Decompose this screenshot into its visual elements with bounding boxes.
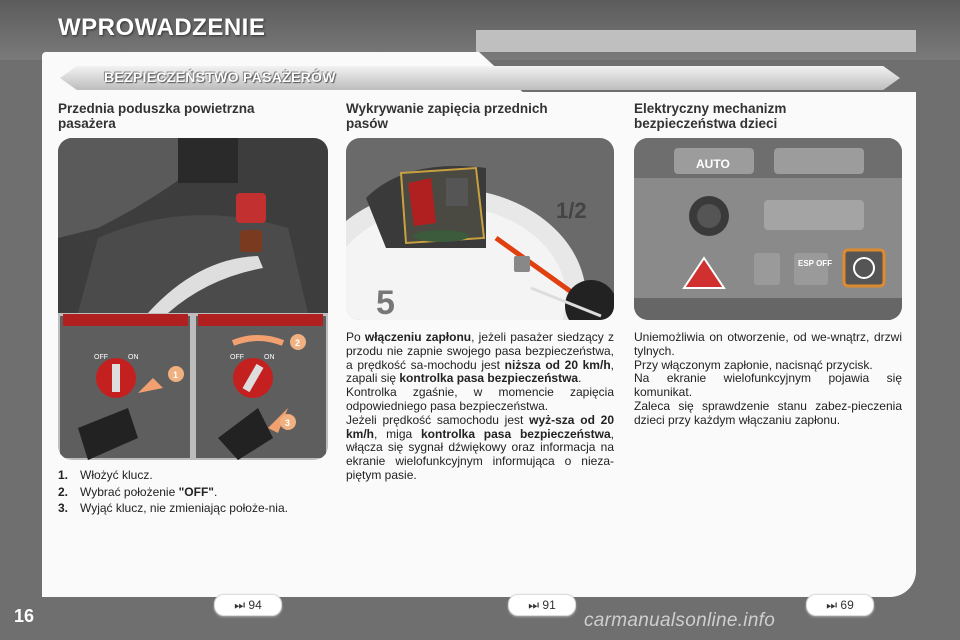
text-bold: wyż-sza od 20 km/h [346, 412, 615, 441]
text-part: . [578, 371, 582, 386]
step-number: 1. [58, 468, 69, 482]
page-ref-69[interactable] [806, 594, 874, 616]
page-ref-number: 91 [542, 598, 556, 612]
text-part: , włącza się sygnał dźwiękowy oraz informacja na ekranie wielofunkcyjnym informująca o nieza-piętym pasie. [346, 426, 615, 482]
heading-seatbelt-line2: pasów [346, 116, 389, 131]
callout-3: 3 [285, 418, 291, 428]
heading-child-lock [634, 101, 786, 131]
airbag-switch-photo [58, 138, 328, 460]
child-lock-paragraph-4: Zaleca się sprawdzenie stanu zabez-pieczenia dzieci przy każdym włączaniu zapłonu. [634, 398, 902, 427]
switch-on-label-1: ON [128, 354, 139, 361]
switch-on-label-2: ON [264, 354, 275, 361]
airbag-steps-list [58, 468, 328, 518]
gauge-five-label: 5 [376, 284, 395, 320]
esp-button-label: ESP OFF [798, 259, 833, 268]
step-number: 3. [58, 501, 69, 515]
text-bold: niższa od 20 km/h [504, 357, 611, 372]
gauge-half-label: 1/2 [556, 198, 587, 223]
callout-1: 1 [173, 370, 179, 380]
page-ref-number: 94 [248, 598, 262, 612]
heading-airbag-line2: pasażera [58, 116, 116, 131]
page-ref-number: 69 [840, 598, 854, 612]
heading-child-lock-line2: bezpieczeństwa dzieci [634, 116, 778, 131]
text-part: , zapali się [346, 357, 614, 386]
next-page-icon: ⏭ [826, 598, 838, 612]
auto-button-label: AUTO [696, 157, 730, 171]
step-text: Włożyć klucz. [80, 468, 153, 482]
child-lock-paragraph-2: Przy włączonym zapłonie, nacisnąć przycisk. [634, 357, 873, 372]
text-bold: kontrolka pasa bezpieczeństwa [420, 426, 611, 441]
seatbelt-paragraph-1 [346, 331, 614, 386]
page-ref-94[interactable] [214, 594, 282, 616]
next-page-icon: ⏭ [234, 598, 246, 612]
text-part: , jeżeli pasażer siedzący z przodu nie zapnie swojego pasa bezpieczeństwa, a prędkość sa-mochodu jest [346, 330, 614, 372]
heading-child-lock-line1: Elektryczny mechanizm [634, 101, 787, 116]
page-title: WPROWADZENIE [58, 14, 266, 41]
child-lock-paragraph-1: Uniemożliwia on otworzenie, od we-wnątrz, drzwi tylnych. [634, 330, 902, 358]
list-item [58, 501, 328, 516]
text-part: Jeżeli prędkość samochodu jest [346, 412, 530, 427]
panel-tab [476, 30, 916, 52]
callout-2: 2 [295, 338, 301, 348]
step-text-bold: "OFF" [178, 484, 214, 499]
heading-seatbelt [346, 101, 548, 131]
child-lock-description [634, 331, 902, 428]
list-item [58, 485, 328, 500]
seatbelt-description [346, 331, 614, 483]
child-lock-paragraph-3: Na ekranie wielofunkcyjnym pojawia się komunikat. [634, 371, 902, 400]
step-text: Wyjąć klucz, nie zmieniając położe-nia. [80, 501, 288, 515]
step-number: 2. [58, 484, 69, 499]
switch-off-label-1: OFF [94, 354, 108, 361]
step-text-part: . [213, 484, 218, 499]
heading-seatbelt-line1: Wykrywanie zapięcia przednich [346, 101, 548, 116]
heading-airbag [58, 101, 255, 131]
text-bold: włączeniu zapłonu [364, 330, 472, 344]
heading-airbag-line1: Przednia poduszka powietrzna [58, 101, 255, 116]
page-ref-91[interactable] [508, 594, 576, 616]
section-banner-title: BEZPIECZEŃSTWO PASAŻERÓW [104, 69, 336, 85]
text-part: Po [346, 330, 365, 344]
watermark: carmanualsonline.info [584, 610, 776, 631]
child-lock-console-photo [634, 138, 902, 320]
text-part: , miga [374, 426, 421, 441]
next-page-icon: ⏭ [528, 598, 540, 612]
seatbelt-gauge-photo [346, 138, 614, 320]
switch-off-label-2: OFF [230, 354, 244, 361]
list-item [58, 468, 328, 483]
page-number: 16 [14, 606, 35, 626]
text-bold: kontrolka pasa bezpieczeństwa [399, 371, 579, 386]
step-text-part: Wybrać położenie [80, 484, 179, 499]
seatbelt-paragraph-3 [346, 414, 614, 483]
seatbelt-paragraph-2: Kontrolka zgaśnie, w momencie zapięcia odpowiedniego pasa bezpieczeństwa. [346, 385, 614, 413]
step-text [80, 485, 217, 500]
